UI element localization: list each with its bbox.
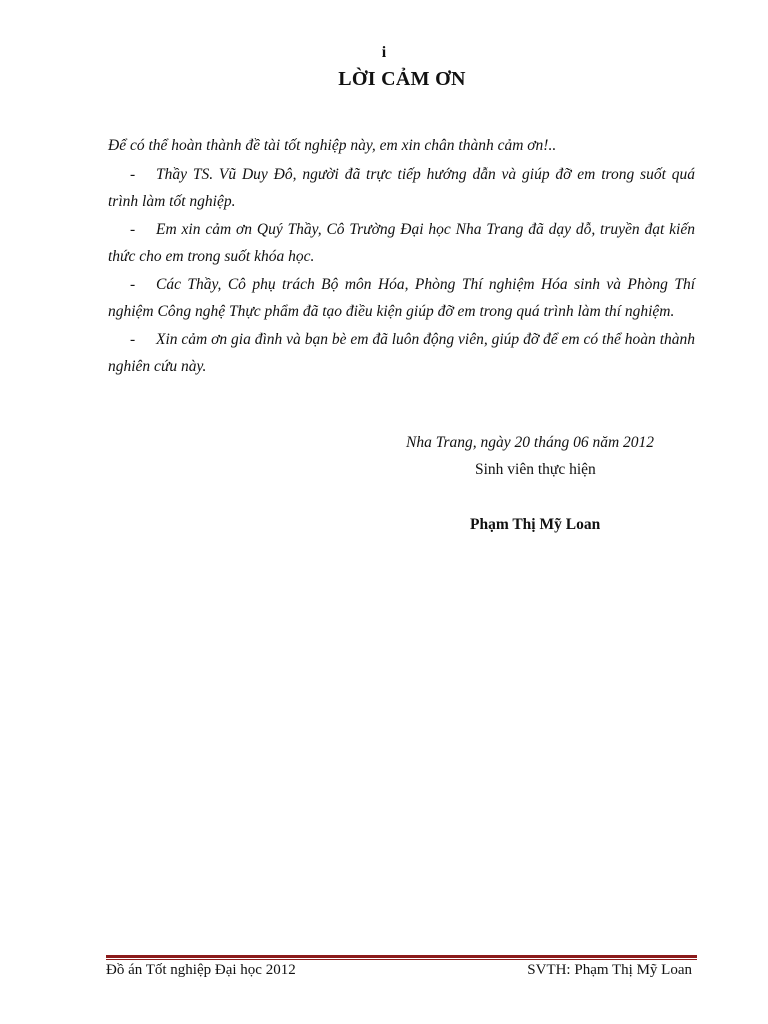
signature-role: Sinh viên thực hiện	[475, 461, 596, 478]
bullet-item	[108, 161, 695, 216]
page-title: LỜI CẢM ƠN	[338, 68, 466, 90]
signature-name: Phạm Thị Mỹ Loan	[470, 516, 601, 533]
bullet-text: Xin cảm ơn gia đình và bạn bè em đã luôn động viên, giúp đỡ để em có thể hoàn thành nghiên cứu này.	[108, 330, 695, 375]
footer-right-text: SVTH: Phạm Thị Mỹ Loan	[527, 962, 692, 978]
signature-place-date: Nha Trang, ngày 20 tháng 06 năm 2012	[406, 434, 655, 451]
page-number: i	[381, 44, 387, 61]
bullet-text: Thầy TS. Vũ Duy Đô, người đã trực tiếp hướng dẫn và giúp đỡ em trong suốt quá trình làm tốt nghiệp.	[108, 165, 695, 210]
bullet-dash: -	[130, 330, 136, 348]
footer-rule-thin	[106, 959, 697, 960]
bullet-item	[108, 216, 695, 271]
bullet-text: Em xin cảm ơn Quý Thầy, Cô Trường Đại học Nha Trang đã dạy dỗ, truyền đạt kiến thức cho em trong suốt khóa học.	[108, 220, 695, 265]
bullet-item	[108, 271, 695, 326]
bullet-dash: -	[130, 275, 136, 293]
bullet-item	[108, 326, 695, 381]
acknowledgement-body	[108, 132, 695, 381]
footer-left-text: Đồ án Tốt nghiệp Đại học 2012	[106, 962, 296, 978]
bullet-dash: -	[130, 165, 136, 183]
footer-rule-thick	[106, 955, 697, 958]
intro-paragraph: Để có thể hoàn thành đề tài tốt nghiệp này, em xin chân thành cảm ơn!..	[108, 137, 557, 154]
bullet-text: Các Thầy, Cô phụ trách Bộ môn Hóa, Phòng Thí nghiệm Hóa sinh và Phòng Thí nghiệm Công nghệ Thực phẩm đã tạo điều kiện giúp đỡ em trong quá trình làm thí nghiệm.	[108, 275, 695, 320]
bullet-dash: -	[130, 220, 136, 238]
